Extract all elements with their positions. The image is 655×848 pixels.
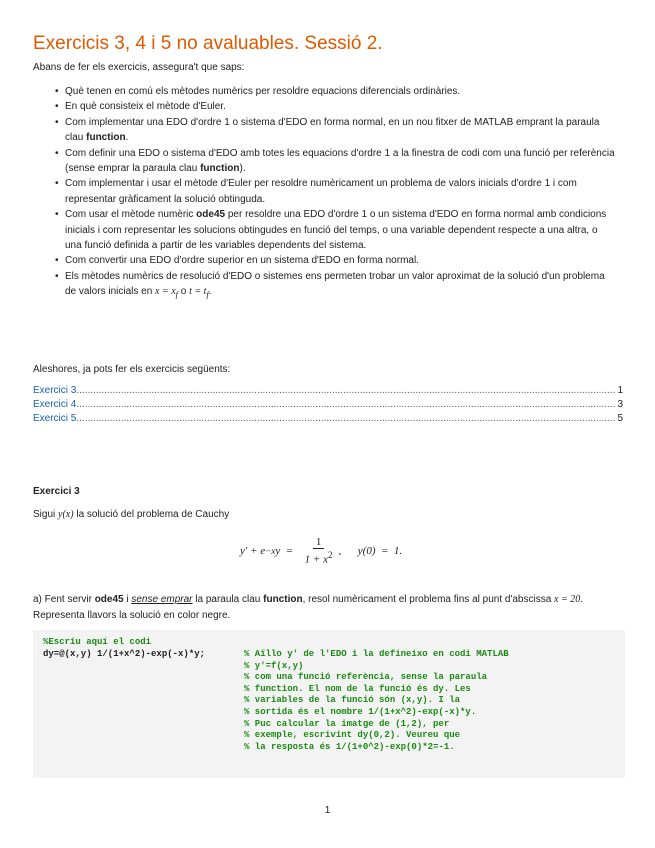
math-tf: $t = t_f$ <box>189 286 209 300</box>
fraction: $\frac{1}{1 + x^2}$ <box>304 536 333 566</box>
intro-text: Abans de fer els exercicis, assegura't que saps: <box>33 62 245 73</box>
math-xf: $x = x_f$ <box>155 286 178 300</box>
code-block[interactable] <box>33 630 625 778</box>
list-item: • Els mètodes numèrics de resolució d'EDO o sistemes ens permeten trobar un valor aproximat de la solució d'un problema de valors inicials en $x = x_f$ o $t = t_f$. <box>55 269 615 303</box>
list-item: • Com usar el mètode numèric ode45 per resoldre una EDO d'ordre 1 o un sistema d'EDO en forma normal amb condicions inicials i com representar les solucions obtingudes en funció del temps, o una variable dependent respecte a una altra, o una funció definida a partir de les variables dependents del sistema. <box>55 207 615 253</box>
code-comment: % Aïllo y' de l'EDO i la defineixo en codi MATLAB <box>244 649 509 659</box>
code-comment: % variables de la funció són (x,y). I la <box>244 695 461 706</box>
code-comment: % Puc calcular la imatge de (1,2), per <box>244 718 450 729</box>
toc-link-exercici-4[interactable]: Exercici 4 ..... 3 <box>33 398 623 412</box>
code-comment: % la resposta és 1/(1+0^2)-exp(0)*2=-1. <box>244 741 455 752</box>
requirements-list <box>55 84 615 303</box>
code-comment: % exemple, escrivint dy(0,2). Veureu que <box>244 730 461 741</box>
table-of-contents <box>33 384 623 426</box>
code-comment: % y'=f(x,y) <box>244 660 304 671</box>
list-item: • Què tenen en comú els mètodes numèrics per resoldre equacions diferencials ordinàries. <box>55 84 615 99</box>
now-text: Aleshores, ja pots fer els exercicis següents: <box>33 364 231 375</box>
problem-statement: Sigui y(x) la solució del problema de Cauchy <box>33 509 230 520</box>
code-line: dy=@(x,y) 1/(1+x^2)-exp(-x)*y; <box>43 649 206 659</box>
list-item: • En què consisteix el mètode d'Euler. <box>55 99 615 114</box>
part-a-text: a) Fent servir ode45 i sense emprar la paraula clau function, resol numèricament el problema fins al punt d'abscissa x = 20. Representa llavors la solució en color negre. <box>33 594 584 621</box>
section-heading: Exercici 3 <box>33 486 80 497</box>
list-item: • Com convertir una EDO d'ordre superior en un sistema d'EDO en forma normal. <box>55 253 615 268</box>
code-comment: % sortida és el nombre 1/(1+x^2)-exp(-x)*y. <box>244 707 477 717</box>
code-comment-line: %Escriu aquí el codi <box>43 637 152 647</box>
list-item: • Com implementar i usar el mètode d'Euler per resoldre numèricament un problema de valors inicials d'ordre 1 i com representar gràficament la solució obtinguda. <box>55 176 615 207</box>
page-number: 1 <box>324 805 331 816</box>
list-item: • Com implementar una EDO d'ordre 1 o sistema d'EDO en forma normal, en un nou fitxer de MATLAB emprant la paraula clau function. <box>55 115 615 146</box>
cauchy-equation: y′ + e −x y = $\frac{1}{1 + x^2}$ , y(0) = 1. <box>240 536 403 566</box>
code-comment: % function. El nom de la funció és dy. Les <box>244 683 471 694</box>
toc-link-exercici-5[interactable]: Exercici 5 ..... 5 <box>33 412 623 426</box>
code-comment: % com una funció referència, sense la paraula <box>244 672 488 683</box>
page-title: Exercicis 3, 4 i 5 no avaluables. Sessió 2. <box>33 33 383 54</box>
list-item: • Com definir una EDO o sistema d'EDO amb totes les equacions d'ordre 1 a la finestra de codi com una funció per referència (sense emprar la paraula clau function). <box>55 146 615 177</box>
toc-link-exercici-3[interactable]: Exercici 3 ..... 1 <box>33 384 623 398</box>
